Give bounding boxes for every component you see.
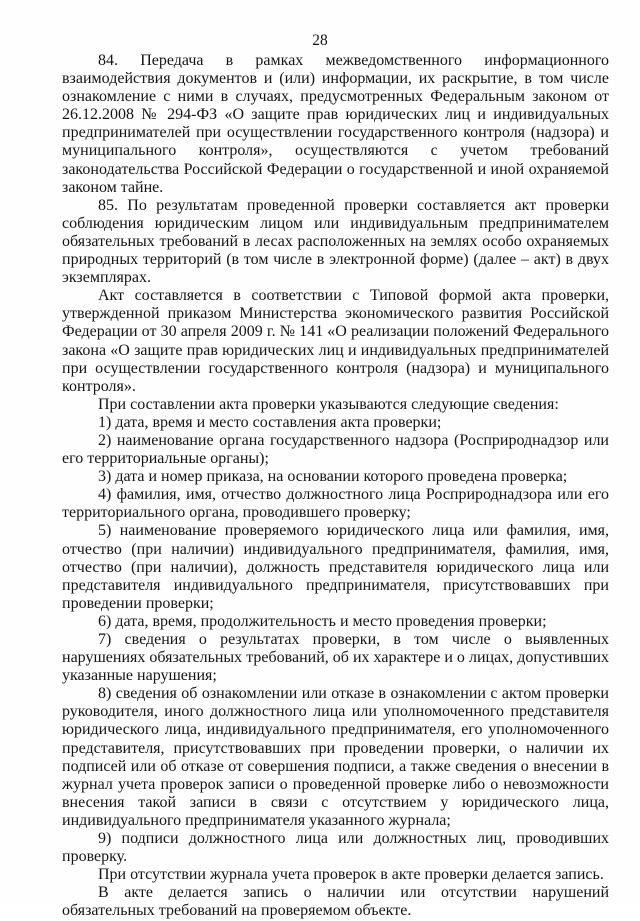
page-number: 28 xyxy=(312,32,328,49)
paragraph-list-intro: При составлении акта проверки указываются следующие сведения: xyxy=(98,395,559,413)
list-item-7: 7) сведения о результатах проверки, в том числе о выявленных нарушениях обязательных требований, об их характере и о лицах, допустивших указанные нарушения; xyxy=(62,631,609,685)
paragraph-journal-absence: При отсутствии журнала учета проверок в акте проверки делается запись. xyxy=(98,866,604,884)
list-item-8: 8) сведения об ознакомлении или отказе в ознакомлении с актом проверки руководителя, иного должностного лица или уполномоченного представителя юридического лица, индивидуального предпринимателя, его уполномоченного представителя, присутствовавших при проведении проверки, о наличии их подписей или об отказе от совершения подписи, а также сведения о внесении в журнал учета проверок записи о проведенной проверке либо о невозможности внесения такой записи в связи с отсутствием у юридического лица, индивидуального предпринимателя указанного журнала; xyxy=(62,685,609,829)
paragraph-84: 84. Передача в рамках межведомственного информационного взаимодействия документов и (или) информации, их раскрытие, в том числе ознакомление с ними в случаях, предусмотренных Федеральным законом от 26.12.2008 № 294-ФЗ «О защите прав юридических лиц и индивидуальных предпринимателей при осуществлении государственного контроля (надзора) и муниципального контроля», осуществляются с учетом требований законодательства Российской Федерации о государственной и иной охраняемой законом тайне. xyxy=(62,52,609,196)
list-item-2: 2) наименование органа государственного надзора (Росприроднадзор или его территориальные органы); xyxy=(62,431,609,468)
list-item-5: 5) наименование проверяемого юридического лица или фамилия, имя, отчество (при наличии) индивидуального предпринимателя, фамилия, имя, отчество (при наличии), должность представителя юридического лица или представителя индивидуального предпринимателя, присутствовавших при проведении проверки; xyxy=(62,522,609,612)
paragraph-act-form: Акт составляется в соответствии с Типовой формой акта проверки, утвержденной приказом Министерства экономического развития Российской Федерации от 30 апреля 2009 г. № 141 «О реализации положений Федерального закона «О защите прав юридических лиц и индивидуальных предпринимателей при осуществлении государственного контроля (надзора) и муниципального контроля». xyxy=(62,287,609,395)
list-item-6: 6) дата, время, продолжительность и место проведения проверки; xyxy=(98,612,547,630)
list-item-4: 4) фамилия, имя, отчество должностного лица Росприроднадзора или его территориального органа, проводившего проверку; xyxy=(62,486,609,522)
list-item-9: 9) подписи должностного лица или должностных лиц, проводивших проверку. xyxy=(62,830,609,866)
list-item-3: 3) дата и номер приказа, на основании которого проведена проверка; xyxy=(98,468,568,486)
paragraph-85: 85. По результатам проведенной проверки составляется акт проверки соблюдения юридическим лицом или индивидуальным предпринимателем обязательных требований в лесах расположенных на землях особо охраняемых природных территорий (в том числе в электронной форме) (далее – акт) в двух экземплярах. xyxy=(62,196,609,287)
list-item-1: 1) дата, время и место составления акта проверки; xyxy=(98,413,442,431)
paragraph-violations-record: В акте делается запись о наличии или отсутствии нарушений обязательных требований на проверяемом объекте. xyxy=(62,884,609,920)
document-body xyxy=(62,52,609,921)
